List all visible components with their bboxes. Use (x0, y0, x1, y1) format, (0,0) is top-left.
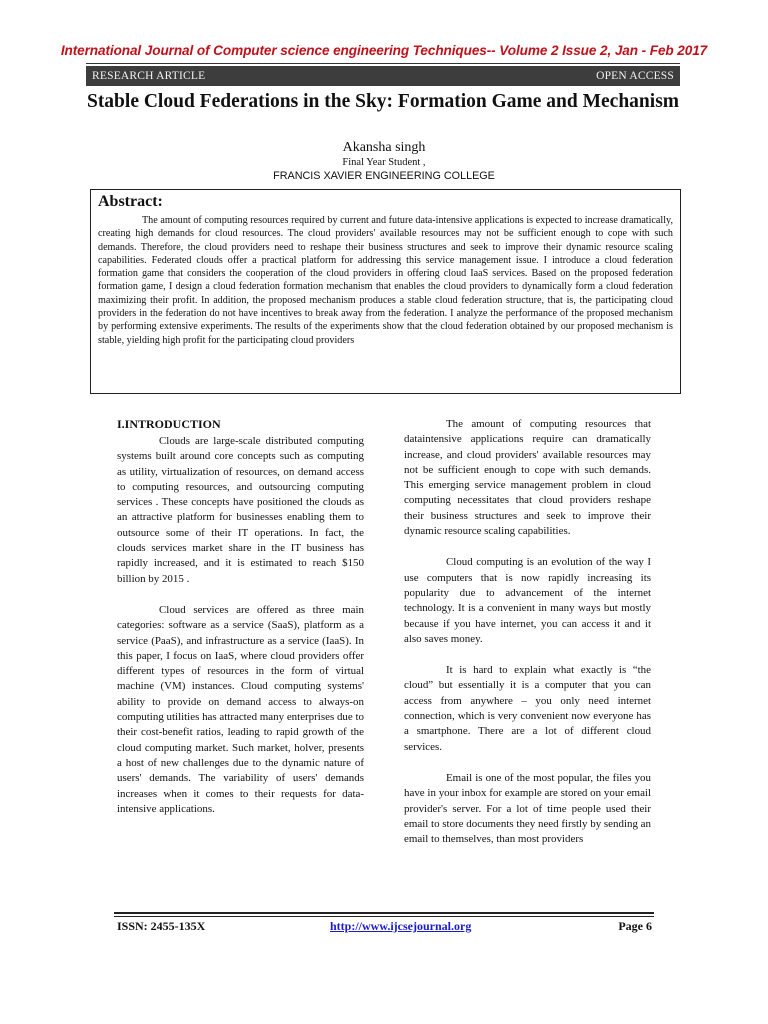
abstract-heading: Abstract: (98, 193, 163, 210)
abstract-text: The amount of computing resources required by current and future data-intensive applications is expected to increase dramatically, creating high demands for cloud resources. The cloud providers' available resources may not be sufficient enough to cope with such demands. Therefore, the cloud providers need to reshape their business structures and seek to improve their dynamic resource scaling capabilities. Federated clouds offer a practical platform for addressing this service management issue. I introduce a cloud federation formation game that considers the cooperation of the cloud providers in offering cloud IaaS services. Based on the proposed federation formation game, I design a cloud federation formation mechanism that enables the cloud providers to dynamically form a cloud federation maximizing their profit. In addition, the proposed mechanism produces a stable cloud federation structure, that is, the participating cloud providers in the federation do not have incentives to break away from the federation. I analyze the performance of the proposed mechanism by performing extensive experiments. The results of the experiments show that the cloud federation obtained by our proposed mechanism is stable, yielding high profit for the participating cloud providers (98, 215, 673, 346)
paper-title: Stable Cloud Federations in the Sky: Formation Game and Mechanism (86, 91, 680, 112)
issn-label: ISSN: 2455-135X (117, 919, 206, 933)
header-rule (86, 63, 680, 64)
paragraph: Email is one of the most popular, the files you have in your inbox for example are stored on your email provider's server. For a lot of time people used their email to store documents they need firstly by sending an email to themselves, than most providers (404, 771, 651, 846)
author-name: Akansha singh (342, 140, 426, 155)
header-bar (86, 66, 680, 86)
footer-rule (114, 912, 654, 914)
paragraph: Clouds are large-scale distributed computing systems built around core concepts such as computing as utility, virtualization of resources, on demand access to computing resources, and outsourcing computing services . These concepts have positioned the clouds as an attractive platform for businesses enabling them to outsource some of their IT operations. In fact, the clouds services market share in the IT business has rapidly increased, and it is estimated to reach $150 billion by 2015 . (117, 435, 364, 585)
paragraph: It is hard to explain what exactly is “the cloud” but essentially it is a computer that you can access from anywhere – you only need internet connection, which is very convenient now everyone has a smartphone. There are a lot of different cloud services. (404, 664, 651, 753)
abstract-box (90, 189, 681, 394)
journal-link[interactable]: http://www.ijcsejournal.org (330, 919, 472, 933)
author-role: Final Year Student , (342, 157, 426, 168)
left-column (117, 417, 364, 833)
paragraph: The amount of computing resources that dataintensive applications require can dramatically increase, and cloud providers' available resources may not be sufficient enough to cope with such demands. This emerging service management problem in cloud computing necessitates that cloud providers reshape their business structures and seek to improve their dynamic resource scaling capabilities. (404, 418, 651, 538)
right-column (404, 417, 651, 863)
section-heading: I.INTRODUCTION (117, 417, 221, 431)
paragraph: Cloud computing is an evolution of the way I use computers that is now rapidly increasing its popularity due to advancement of the internet technology. It is a convenient in many ways but mostly because if you have internet, you can access it and it also saves money. (404, 556, 651, 645)
page-number: Page 6 (618, 919, 652, 933)
footer-rule (114, 916, 654, 917)
open-access-label: OPEN ACCESS (596, 70, 674, 82)
author-affiliation: FRANCIS XAVIER ENGINEERING COLLEGE (273, 170, 495, 182)
paragraph: Cloud services are offered as three main categories: software as a service (SaaS), platform as a service (PaaS), and infrastructure as a service (IaaS). In this paper, I focus on IaaS, where cloud providers offer different types of resources in the form of virtual machine (VM) instances. Cloud computing systems' ability to provide on demand access to always-on computing utilities has attracted many enterprises due to their cost-benefit ratios, leading to rapid growth of the cloud computing market. Such market, holver, presents a host of new challenges due to the dynamic nature of users' demands. The variability of users' demands increases when it comes to their requests for data-intensive applications. (117, 603, 364, 815)
article-type-label: RESEARCH ARTICLE (92, 70, 206, 82)
journal-title: International Journal of Computer science engineering Techniques-- Volume 2 Issue 2, Jan - Feb 2017 (60, 43, 708, 58)
